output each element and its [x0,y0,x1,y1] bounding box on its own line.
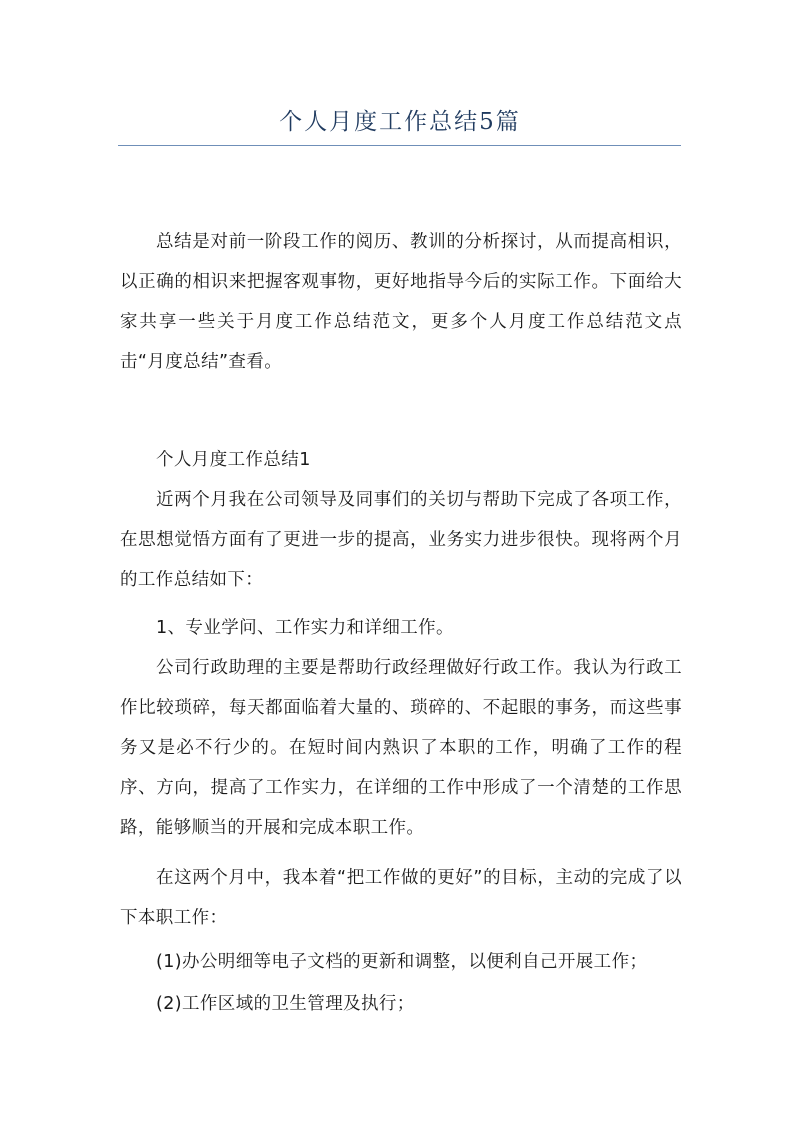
title-underline [118,145,681,146]
body-paragraph: 近两个月我在公司领导及同事们的关切与帮助下完成了各项工作，在思想觉悟方面有了更进一步的提高，业务实力进步很快。现将两个月的工作总结如下： [120,490,682,590]
document-title: 个人月度工作总结5篇 [279,109,521,135]
body-paragraph: 公司行政助理的主要是帮助行政经理做好行政工作。我认为行政工作比较琐碎，每天都面临着大量的、琐碎的、不起眼的事务，而这些事务又是必不行少的。在短时间内熟识了本职的工作，明确了工作的程序、方向，提高了工作实力，在详细的工作中形成了一个清楚的工作思路，能够顺当的开展和完成本职工作。 [120,658,682,838]
body-paragraph: 在这两个月中，我本着“把工作做的更好”的目标，主动的完成了以下本职工作： [120,868,682,928]
list-item: (1)办公明细等电子文档的更新和调整，以便利自己开展工作； [156,952,648,972]
intro-paragraph: 总结是对前一阶段工作的阅历、教训的分析探讨，从而提高相识，以正确的相识来把握客观事物，更好地指导今后的实际工作。下面给大家共享一些关于月度工作总结范文，更多个人月度工作总结范文点击“月度总结”查看。 [120,232,682,372]
list-heading: 1、专业学问、工作实力和详细工作。 [156,618,454,638]
section-heading: 个人月度工作总结1 [156,450,311,470]
list-item: (2)工作区域的卫生管理及执行； [156,994,415,1014]
